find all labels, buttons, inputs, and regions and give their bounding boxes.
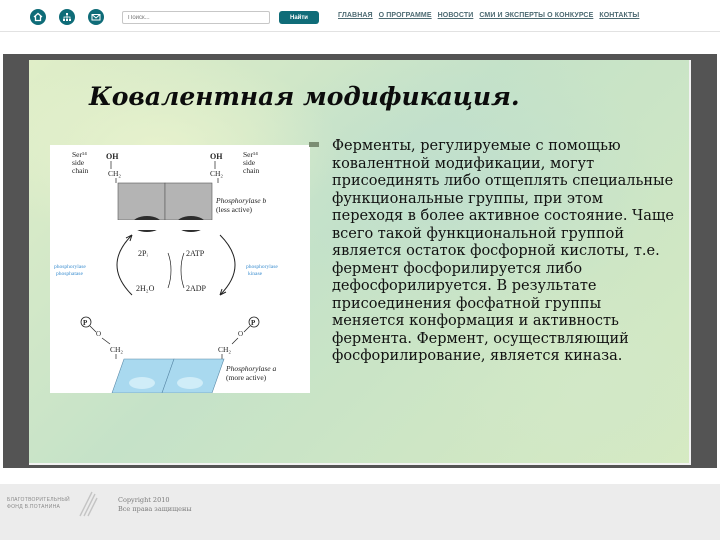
fund-name-line1: БЛАГОТВОРИТЕЛЬНЫЙ — [7, 497, 70, 503]
rights-text: Все права защищены — [118, 505, 192, 513]
nav-link-about[interactable]: О ПРОГРАММЕ — [378, 12, 432, 19]
enzyme-b-subunit-right — [165, 183, 212, 220]
kinase-label-1: phosphorylase — [246, 264, 278, 270]
more-active-label: (more active) — [226, 373, 267, 382]
phosphatase-label-2: phosphatase — [56, 271, 83, 277]
nav-link-contacts[interactable]: КОНТАКТЫ — [599, 12, 640, 19]
copyright-text: Copyright 2010 — [118, 496, 170, 504]
side-label-right: side — [243, 158, 256, 167]
phosphatase-label-1: phosphorylase — [54, 264, 86, 270]
nav-link-main[interactable]: ГЛАВНАЯ — [338, 12, 373, 19]
phosphorylase-b-label: Phosphorylase b — [216, 196, 267, 205]
kinase-label-2: kinase — [248, 271, 263, 277]
search-input[interactable] — [122, 11, 270, 24]
adp-label: 2ADP — [186, 284, 207, 293]
slide-body-text: Ферменты, регулируемые с помощью ковалентной модификации, могут присоединять либо отщеплять специальные функциональные группы, при этом переходя в более активное состояние. Чаще всего такой функциональной группой является остаток фосфорной кислоты, т.е. фермент фосфорилируется либо дефосфорилируется. В результате присоединения фосфатной группы меняется конформация и активность фермента. Фермент, осуществляющий фосфорилирование, является киназа. — [332, 138, 674, 364]
enzyme-b-subunit-left — [118, 183, 165, 220]
site-header — [0, 0, 720, 32]
oh-label-right: OH — [210, 152, 223, 161]
chain-label-right: chain — [243, 166, 260, 175]
p-label-right: P — [251, 319, 256, 327]
ch2-label-left: CH₂ — [108, 169, 122, 178]
chain-label-left: chain — [72, 166, 89, 175]
slide-title: Ковалентная модификация. — [89, 82, 520, 111]
o-label-left: O — [96, 330, 102, 338]
copyright-block — [118, 496, 192, 514]
fund-logo-icon — [76, 490, 98, 518]
phosphorylase-diagram — [50, 145, 310, 393]
ser-label-left: Ser¹⁴ — [72, 150, 87, 159]
ch2-label-right: CH₂ — [210, 169, 224, 178]
fund-name-line2: ФОНД В.ПОТАНИНА — [7, 504, 61, 510]
mail-icon[interactable] — [88, 9, 104, 25]
bullet-marker — [309, 142, 319, 147]
p-label-left: P — [83, 319, 88, 327]
ser-label-right: Ser¹⁴ — [243, 150, 258, 159]
o-label-right: O — [238, 330, 244, 338]
header-divider — [0, 31, 720, 32]
phosphorylase-a-label: Phosphorylase a — [226, 364, 277, 373]
pi-label: 2Pᵢ — [138, 249, 148, 258]
site-footer — [0, 484, 720, 540]
nav-link-media[interactable]: СМИ И ЭКСПЕРТЫ О КОНКУРСЕ — [479, 12, 594, 19]
sitemap-icon[interactable] — [59, 9, 75, 25]
h2o-label: 2H₂O — [136, 284, 155, 293]
right-cycle-arrow — [220, 235, 235, 295]
left-cycle-arrow — [117, 235, 132, 295]
side-label-left: side — [72, 158, 85, 167]
atp-label: 2ATP — [186, 249, 205, 258]
main-nav — [338, 12, 639, 19]
fund-name — [7, 497, 79, 511]
home-icon[interactable] — [30, 9, 46, 25]
search-button[interactable]: Найти — [279, 11, 319, 24]
less-active-label: (less active) — [216, 205, 253, 214]
ch2-label-lower-right: CH₂ — [218, 345, 232, 354]
oh-label-left: OH — [106, 152, 119, 161]
ch2-label-lower-left: CH₂ — [110, 345, 124, 354]
nav-link-news[interactable]: НОВОСТИ — [437, 12, 474, 19]
presentation-slide — [29, 60, 691, 465]
